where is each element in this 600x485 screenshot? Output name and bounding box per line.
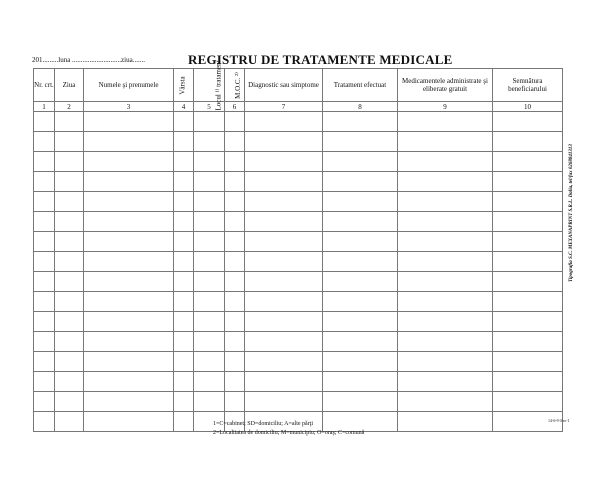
- entry-cell: [493, 212, 563, 232]
- entry-cell: [398, 112, 493, 132]
- entry-cell: [398, 312, 493, 332]
- entry-cell: [174, 272, 194, 292]
- entry-cell: [323, 292, 398, 312]
- col-moc-label: M.O.C. ²⁾: [233, 72, 242, 99]
- col-number: 1: [34, 102, 55, 112]
- entry-cell: [174, 132, 194, 152]
- register-entry-row: [34, 232, 563, 252]
- entry-cell: [194, 112, 225, 132]
- entry-cell: [34, 212, 55, 232]
- col-tratament: Tratament efectuat: [323, 69, 398, 102]
- entry-cell: [493, 112, 563, 132]
- entry-cell: [245, 332, 323, 352]
- entry-cell: [398, 172, 493, 192]
- entry-cell: [174, 152, 194, 172]
- register-entry-row: [34, 172, 563, 192]
- entry-cell: [398, 332, 493, 352]
- entry-cell: [225, 372, 245, 392]
- entry-cell: [55, 132, 84, 152]
- register-title: REGISTRU DE TRATAMENTE MEDICALE: [188, 52, 453, 67]
- entry-cell: [493, 152, 563, 172]
- entry-cell: [245, 272, 323, 292]
- entry-cell: [225, 252, 245, 272]
- entry-cell: [323, 172, 398, 192]
- col-semnatura: Semnătura beneficiarului: [493, 69, 563, 102]
- entry-cell: [55, 272, 84, 292]
- entry-cell: [55, 232, 84, 252]
- entry-cell: [55, 392, 84, 412]
- entry-cell: [84, 372, 174, 392]
- entry-cell: [225, 352, 245, 372]
- entry-cell: [493, 172, 563, 192]
- entry-cell: [245, 372, 323, 392]
- entry-cell: [245, 212, 323, 232]
- entry-cell: [398, 392, 493, 412]
- col-nr-crt: Nr. crt.: [34, 69, 55, 102]
- entry-cell: [84, 352, 174, 372]
- entry-cell: [194, 352, 225, 372]
- entry-cell: [398, 152, 493, 172]
- entry-cell: [194, 332, 225, 352]
- entry-cell: [34, 272, 55, 292]
- register-entry-row: [34, 132, 563, 152]
- register-entry-row: [34, 312, 563, 332]
- entry-cell: [398, 252, 493, 272]
- entry-cell: [493, 292, 563, 312]
- entry-cell: [398, 272, 493, 292]
- entry-cell: [55, 172, 84, 192]
- entry-cell: [55, 152, 84, 172]
- col-ziua: Ziua: [55, 69, 84, 102]
- entry-cell: [225, 132, 245, 152]
- entry-cell: [323, 112, 398, 132]
- entry-cell: [84, 412, 174, 432]
- entry-cell: [34, 332, 55, 352]
- entry-cell: [245, 292, 323, 312]
- footnote-1: 1=C=cabinet; SD=domiciliu; A=alte părţi: [213, 421, 314, 427]
- col-locul-label: Locul ¹⁾ tratament: [214, 60, 223, 111]
- entry-cell: [493, 352, 563, 372]
- col-number: 2: [55, 102, 84, 112]
- entry-cell: [84, 292, 174, 312]
- printer-imprint: Tipografia S.C. MEXANAPRINT S.R.L. Dalia, tel/fax 0268841313: [569, 144, 574, 282]
- entry-cell: [84, 112, 174, 132]
- entry-cell: [34, 132, 55, 152]
- entry-cell: [84, 132, 174, 152]
- entry-cell: [55, 252, 84, 272]
- entry-cell: [245, 192, 323, 212]
- entry-cell: [174, 372, 194, 392]
- entry-cell: [245, 132, 323, 152]
- entry-cell: [225, 392, 245, 412]
- entry-cell: [84, 172, 174, 192]
- entry-cell: [245, 112, 323, 132]
- register-entry-row: [34, 212, 563, 232]
- entry-cell: [398, 372, 493, 392]
- entry-cell: [323, 272, 398, 292]
- entry-cell: [225, 192, 245, 212]
- entry-cell: [493, 392, 563, 412]
- entry-cell: [493, 332, 563, 352]
- entry-cell: [245, 232, 323, 252]
- date-line: 201.........luna ............................ziua.......: [32, 56, 145, 64]
- form-code: 14-6-9 0/ro-1: [548, 418, 570, 423]
- entry-cell: [493, 252, 563, 272]
- entry-cell: [34, 172, 55, 192]
- entry-cell: [84, 332, 174, 352]
- entry-cell: [323, 132, 398, 152]
- register-entry-row: [34, 292, 563, 312]
- entry-cell: [323, 372, 398, 392]
- entry-cell: [194, 232, 225, 252]
- entry-cell: [55, 112, 84, 132]
- entry-cell: [174, 192, 194, 212]
- entry-cell: [225, 332, 245, 352]
- col-diagnostic: Diagnostic sau simptome: [245, 69, 323, 102]
- entry-cell: [194, 172, 225, 192]
- entry-cell: [34, 292, 55, 312]
- entry-cell: [34, 252, 55, 272]
- entry-cell: [55, 312, 84, 332]
- entry-cell: [225, 232, 245, 252]
- entry-cell: [84, 252, 174, 272]
- entry-cell: [398, 412, 493, 432]
- entry-cell: [55, 292, 84, 312]
- entry-cell: [225, 172, 245, 192]
- entry-cell: [493, 312, 563, 332]
- col-number: 5: [194, 102, 225, 112]
- entry-cell: [55, 372, 84, 392]
- register-entry-row: [34, 352, 563, 372]
- entry-cell: [323, 392, 398, 412]
- entry-cell: [225, 152, 245, 172]
- entry-cell: [55, 192, 84, 212]
- entry-cell: [245, 352, 323, 372]
- entry-cell: [174, 312, 194, 332]
- col-number: 8: [323, 102, 398, 112]
- entry-cell: [34, 152, 55, 172]
- entry-cell: [174, 212, 194, 232]
- col-locul: [194, 60, 225, 111]
- entry-cell: [194, 292, 225, 312]
- col-number: 7: [245, 102, 323, 112]
- entry-cell: [174, 352, 194, 372]
- entry-cell: [493, 272, 563, 292]
- entry-cell: [493, 232, 563, 252]
- entry-cell: [225, 272, 245, 292]
- entry-cell: [194, 392, 225, 412]
- register-entry-row: [34, 372, 563, 392]
- entry-cell: [174, 292, 194, 312]
- entry-cell: [323, 252, 398, 272]
- entry-cell: [493, 372, 563, 392]
- entry-cell: [34, 312, 55, 332]
- entry-cell: [245, 392, 323, 412]
- entry-cell: [84, 312, 174, 332]
- entry-cell: [323, 232, 398, 252]
- entry-cell: [245, 172, 323, 192]
- form-header: [32, 52, 562, 68]
- register-table: [33, 60, 563, 432]
- entry-cell: [84, 212, 174, 232]
- register-entry-row: [34, 332, 563, 352]
- entry-cell: [55, 412, 84, 432]
- entry-cell: [493, 132, 563, 152]
- entry-cell: [194, 372, 225, 392]
- entry-cell: [194, 212, 225, 232]
- entry-cell: [84, 192, 174, 212]
- footnote-2: 2=Localitatea de domiciliu; M=municipiu; O=oraş; C=comună: [213, 430, 365, 436]
- entry-cell: [225, 312, 245, 332]
- entry-cell: [84, 152, 174, 172]
- entry-cell: [194, 152, 225, 172]
- entry-cell: [174, 392, 194, 412]
- entry-cell: [245, 152, 323, 172]
- entry-cell: [34, 352, 55, 372]
- register-entry-row: [34, 152, 563, 172]
- col-number: 3: [84, 102, 174, 112]
- col-number: 10: [493, 102, 563, 112]
- entry-cell: [194, 272, 225, 292]
- entry-cell: [174, 252, 194, 272]
- entry-cell: [398, 232, 493, 252]
- entry-cell: [398, 292, 493, 312]
- entry-cell: [34, 392, 55, 412]
- col-varsta: [174, 69, 194, 102]
- register-entry-row: [34, 112, 563, 132]
- entry-cell: [323, 312, 398, 332]
- col-number: 9: [398, 102, 493, 112]
- entry-cell: [398, 192, 493, 212]
- entry-cell: [194, 192, 225, 212]
- entry-cell: [174, 232, 194, 252]
- entry-cell: [225, 292, 245, 312]
- col-nume: Numele şi prenumele: [84, 69, 174, 102]
- entry-cell: [55, 212, 84, 232]
- entry-cell: [323, 192, 398, 212]
- entry-cell: [174, 172, 194, 192]
- entry-cell: [323, 352, 398, 372]
- entry-cell: [34, 412, 55, 432]
- entry-cell: [34, 112, 55, 132]
- entry-cell: [34, 372, 55, 392]
- entry-cell: [398, 132, 493, 152]
- entry-cell: [34, 232, 55, 252]
- entry-cell: [84, 392, 174, 412]
- entry-cell: [245, 252, 323, 272]
- register-entry-row: [34, 252, 563, 272]
- entry-cell: [174, 412, 194, 432]
- entry-cell: [194, 252, 225, 272]
- entry-cell: [55, 332, 84, 352]
- entry-cell: [323, 332, 398, 352]
- entry-cell: [55, 352, 84, 372]
- entry-cell: [84, 232, 174, 252]
- col-moc: [225, 69, 245, 102]
- register-entry-row: [34, 392, 563, 412]
- entry-cell: [174, 112, 194, 132]
- entry-cell: [194, 132, 225, 152]
- entry-cell: [225, 112, 245, 132]
- col-varsta-label: Vârsta: [179, 76, 187, 95]
- entry-cell: [398, 212, 493, 232]
- entry-cell: [174, 332, 194, 352]
- entry-cell: [323, 152, 398, 172]
- register-entry-row: [34, 192, 563, 212]
- entry-cell: [398, 352, 493, 372]
- col-number: 6: [225, 102, 245, 112]
- register-entry-row: [34, 272, 563, 292]
- entry-cell: [225, 212, 245, 232]
- entry-cell: [84, 272, 174, 292]
- entry-cell: [34, 192, 55, 212]
- header-row: [34, 69, 563, 102]
- column-number-row: [34, 102, 563, 112]
- entry-cell: [493, 192, 563, 212]
- col-medicamente: Medicamentele administrate şi eliberate gratuit: [398, 69, 493, 102]
- footnotes: [213, 420, 364, 438]
- entry-cell: [245, 312, 323, 332]
- entry-cell: [194, 312, 225, 332]
- col-number: 4: [174, 102, 194, 112]
- entry-cell: [323, 212, 398, 232]
